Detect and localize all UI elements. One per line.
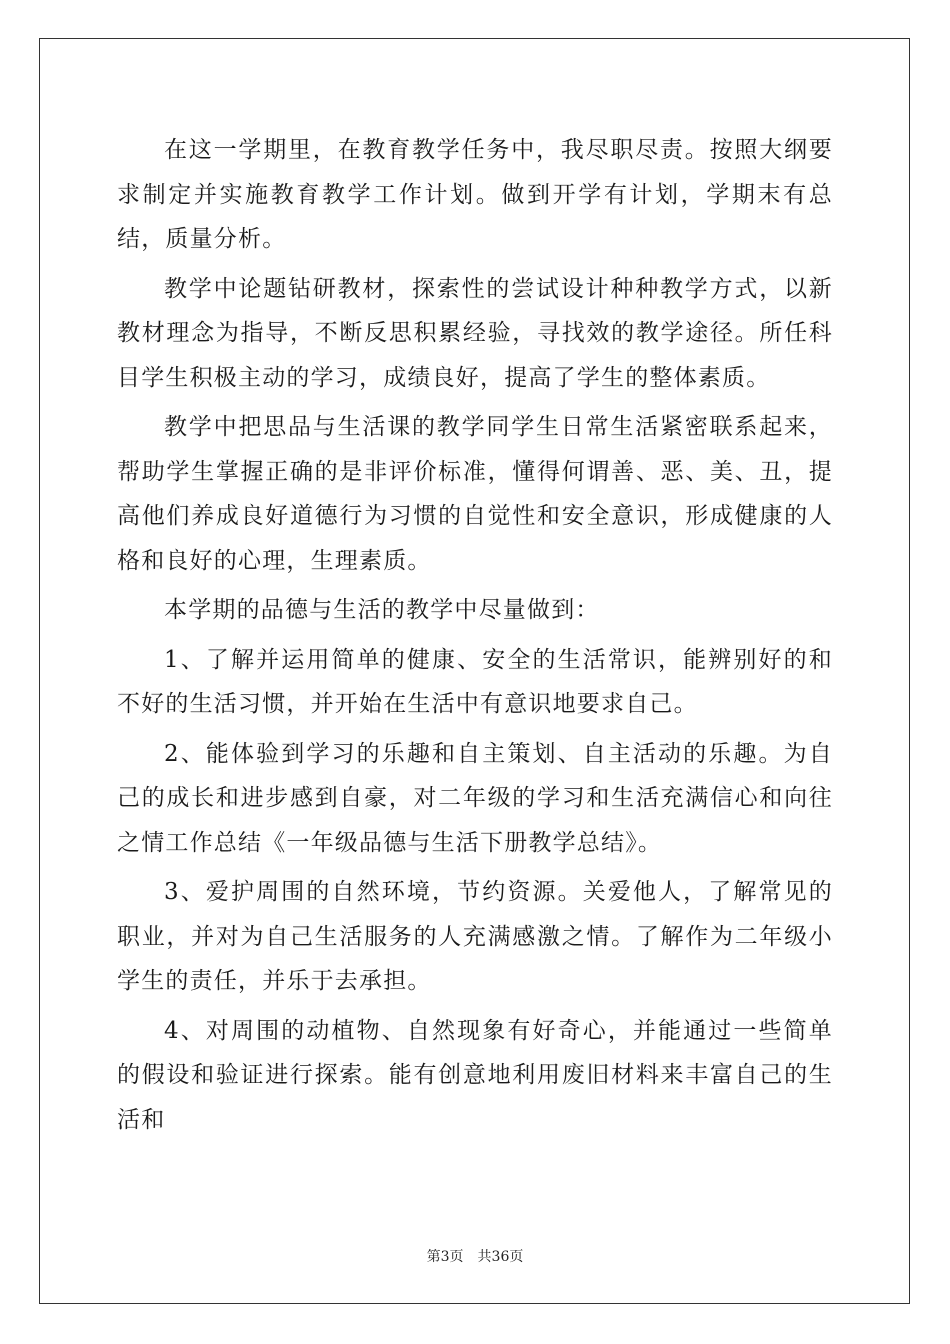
page-footer <box>0 1246 950 1266</box>
paragraph-6: 2、能体验到学习的乐趣和自主策划、自主活动的乐趣。为自己的成长和进步感到自豪，对二年级的学习和生活充满信心和向往之情工作总结《一年级品德与生活下册教学总结》。 <box>117 740 833 856</box>
document-body <box>117 128 833 1147</box>
page-total: 共36页 <box>477 1249 524 1265</box>
paragraph-4: 本学期的品德与生活的教学中尽量做到： <box>164 597 600 623</box>
paragraph-8: 4、对周围的动植物、自然现象有好奇心，并能通过一些简单的假设和验证进行探索。能有创意地利用废旧材料来丰富自己的生活和 <box>117 1017 833 1133</box>
paragraph-5: 1、了解并运用简单的健康、安全的生活常识，能辨别好的和不好的生活习惯，并开始在生活中有意识地要求自己。 <box>117 646 833 717</box>
paragraph-2: 教学中论题钻研教材，探索性的尝试设计种种教学方式，以新教材理念为指导，不断反思积累经验，寻找效的教学途径。所任科目学生积极主动的学习，成绩良好，提高了学生的整体素质。 <box>117 275 833 391</box>
paragraph-1: 在这一学期里，在教育教学任务中，我尽职尽责。按照大纲要求制定并实施教育教学工作计划。做到开学有计划，学期末有总结，质量分析。 <box>117 137 833 252</box>
paragraph-3: 教学中把思品与生活课的教学同学生日常生活紧密联系起来，帮助学生掌握正确的是非评价标准，懂得何谓善、恶、美、丑，提高他们养成良好道德行为习惯的自觉性和安全意识，形成健康的人格和良好的心理，生理素质。 <box>117 414 833 574</box>
paragraph-7: 3、爱护周围的自然环境，节约资源。关爱他人，了解常见的职业，并对为自己生活服务的人充满感激之情。了解作为二年级小学生的责任，并乐于去承担。 <box>117 879 833 994</box>
page-number: 第3页 <box>426 1249 464 1265</box>
